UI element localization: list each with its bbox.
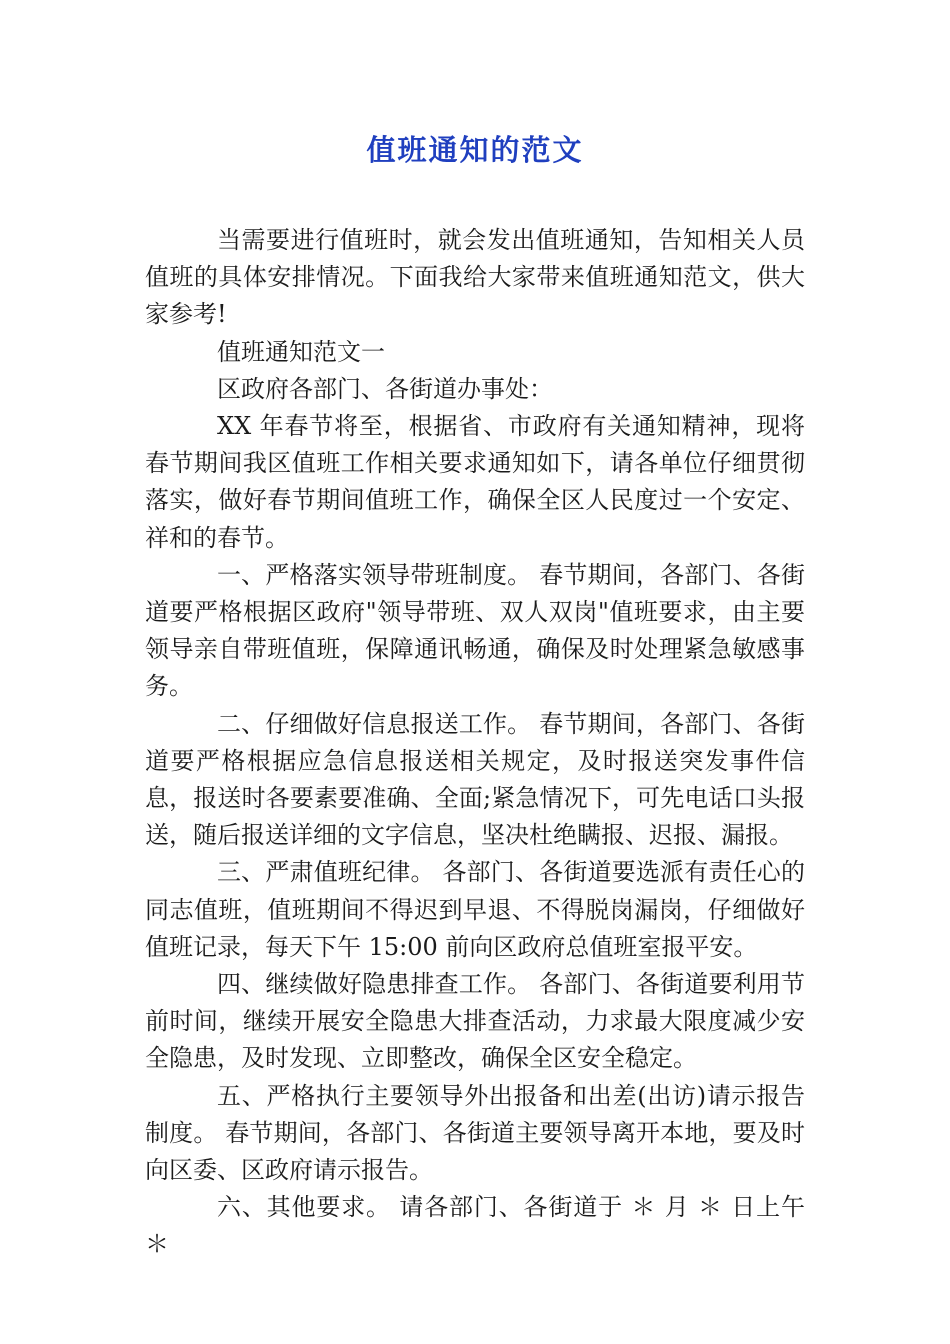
salutation: 区政府各部门、各街道办事处： [217,374,553,403]
requirement-4: 四、继续做好隐患排查工作。 各部门、各街道要利用节前时间，继续开展安全隐患大排查活动，力求最大限度减少安全隐患，及时发现、立即整改，确保全区安全稳定。 [145,970,805,1073]
requirement-2: 二、仔细做好信息报送工作。 春节期间，各部门、各街道要严格根据应急信息报送相关规定，及时报送突发事件信息，报送时各要素要准确、全面;紧急情况下，可先电话口头报送，随后报送详细的文字信息，坚决杜绝瞒报、迟报、漏报。 [145,709,805,850]
sample-heading: 值班通知范文一 [217,337,385,366]
document-body [145,222,805,1264]
requirement-1: 一、严格落实领导带班制度。 春节期间，各部门、各街道要严格根据区政府"领导带班、双人双岗"值班要求，由主要领导亲自带班值班，保障通讯畅通，确保及时处理紧急敏感事务。 [145,560,805,701]
document-title: 值班通知的范文 [366,133,584,167]
requirement-5: 五、严格执行主要领导外出报备和出差(出访)请示报告制度。 春节期间，各部门、各街道主要领导离开本地，要及时向区委、区政府请示报告。 [145,1081,805,1185]
intro-paragraph: 当需要进行值班时，就会发出值班通知，告知相关人员值班的具体安排情况。下面我给大家带来值班通知范文，供大家参考! [145,226,805,329]
opening-paragraph: XX 年春节将至，根据省、市政府有关通知精神，现将春节期间我区值班工作相关要求通知如下，请各单位仔细贯彻落实，做好春节期间值班工作，确保全区人民度过一个安定、祥和的春节。 [145,412,805,552]
requirement-3: 三、严肃值班纪律。 各部门、各街道要选派有责任心的同志值班，值班期间不得迟到早退、不得脱岗漏岗，仔细做好值班记录，每天下午 15:00 前向区政府总值班室报平安。 [145,858,805,961]
requirement-6: 六、其他要求。 请各部门、各街道于 ＊ 月 ＊ 日上午 ＊ [145,1193,805,1259]
